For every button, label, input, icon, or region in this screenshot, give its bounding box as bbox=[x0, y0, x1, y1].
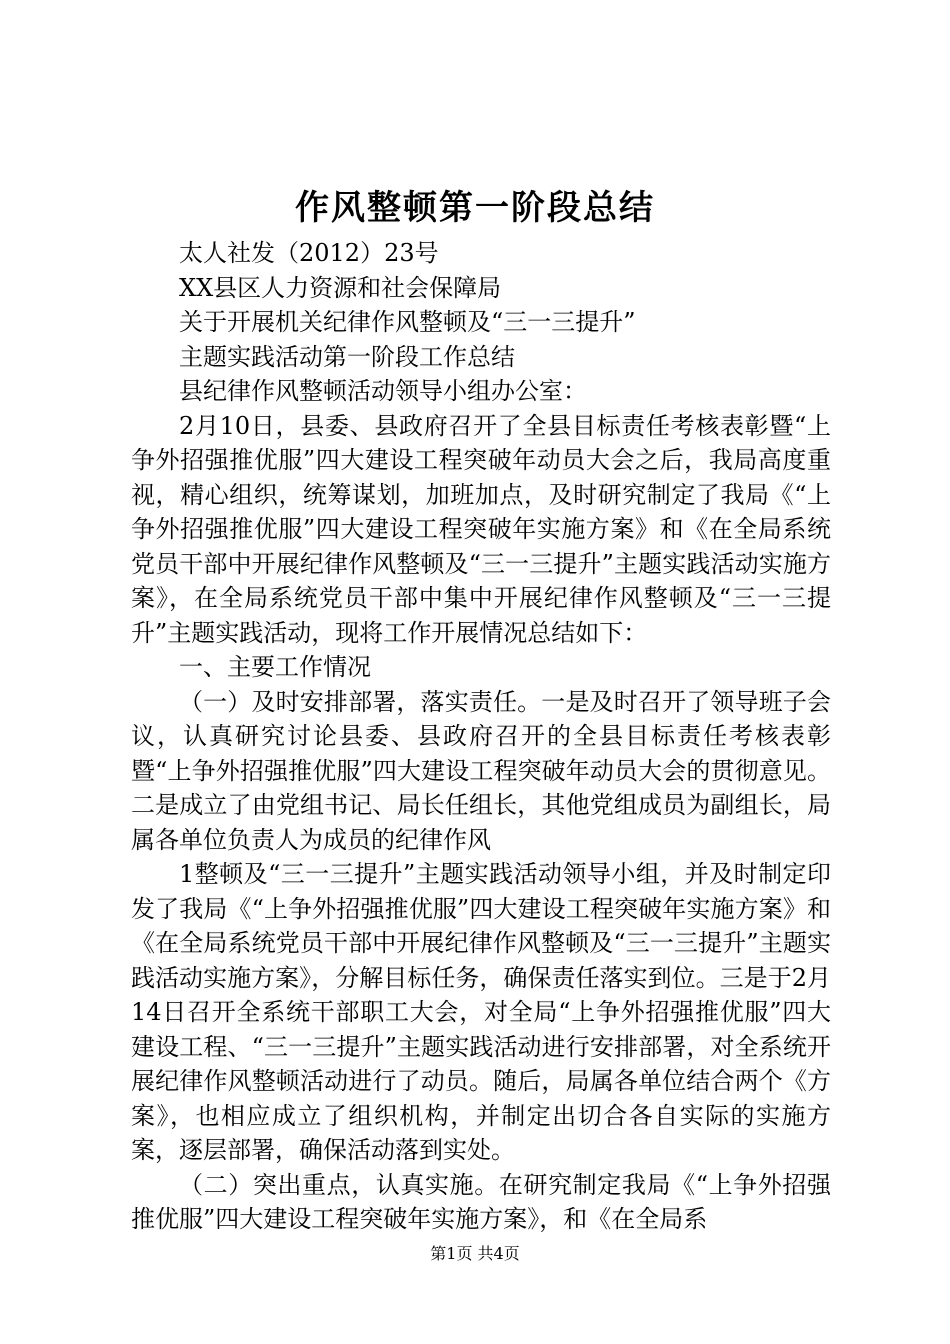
doc-number-line: 太人社发（2012）23号 bbox=[179, 239, 439, 267]
issuer-line: XX县区人力资源和社会保障局 bbox=[179, 273, 502, 302]
paragraph-item-2: （二）突出重点，认真实施。在研究制定我局《“上争外招强推优服”四大建设工程突破年实施方案》，和《在全局系 bbox=[131, 1170, 831, 1233]
document-title: 作风整顿第一阶段总结 bbox=[295, 188, 655, 228]
addressee-line: 县纪律作风整顿活动领导小组办公室： bbox=[179, 377, 587, 405]
section-heading: 一、主要工作情况 bbox=[179, 653, 371, 681]
paragraph-item-1-cont: 1整顿及“三一三提升”主题实践活动领导小组，并及时制定印发了我局《“上争外招强推优服”四大建设工程突破年实施方案》和《在全局系统党员干部中开展纪律作风整顿及“三一三提升”主题实践活动实施方案》，分解目标任务，确保责任落实到位。三是于2月14日召开全系统干部职工大会，对全局“上争外招强推优服”四大建设工程、“三一三提升”主题实践活动进行安排部署，对全系统开展纪律作风整顿活动进行了动员。随后，局属各单位结合两个《方案》，也相应成立了组织机构，并制定出切合各自实际的实施方案，逐层部署，确保活动落到实处。 bbox=[131, 860, 831, 1164]
subject-line-2: 主题实践活动第一阶段工作总结 bbox=[179, 342, 515, 371]
paragraph-intro: 2月10日，县委、县政府召开了全县目标责任考核表彰暨“上争外招强推优服”四大建设工程突破年动员大会之后，我局高度重视，精心组织，统筹谋划，加班加点，及时研究制定了我局《“上争外招强推优服”四大建设工程突破年实施方案》和《在全局系统党员干部中开展纪律作风整顿及“三一三提升”主题实践活动实施方案》，在全局系统党员干部中集中开展纪律作风整顿及“三一三提升”主题实践活动，现将工作开展情况总结如下： bbox=[131, 411, 831, 647]
document-body bbox=[131, 236, 831, 1237]
subject-line-1: 关于开展机关纪律作风整顿及“三一三提升” bbox=[179, 308, 636, 336]
page-footer: 第1页 共4页 bbox=[430, 1244, 520, 1263]
paragraph-item-1: （一）及时安排部署，落实责任。一是及时召开了领导班子会议，认真研究讨论县委、县政府召开的全县目标责任考核表彰暨“上争外招强推优服”四大建设工程突破年动员大会的贯彻意见。二是成立了由党组书记、局长任组长，其他党组成员为副组长，局属各单位负责人为成员的纪律作风 bbox=[131, 687, 831, 854]
